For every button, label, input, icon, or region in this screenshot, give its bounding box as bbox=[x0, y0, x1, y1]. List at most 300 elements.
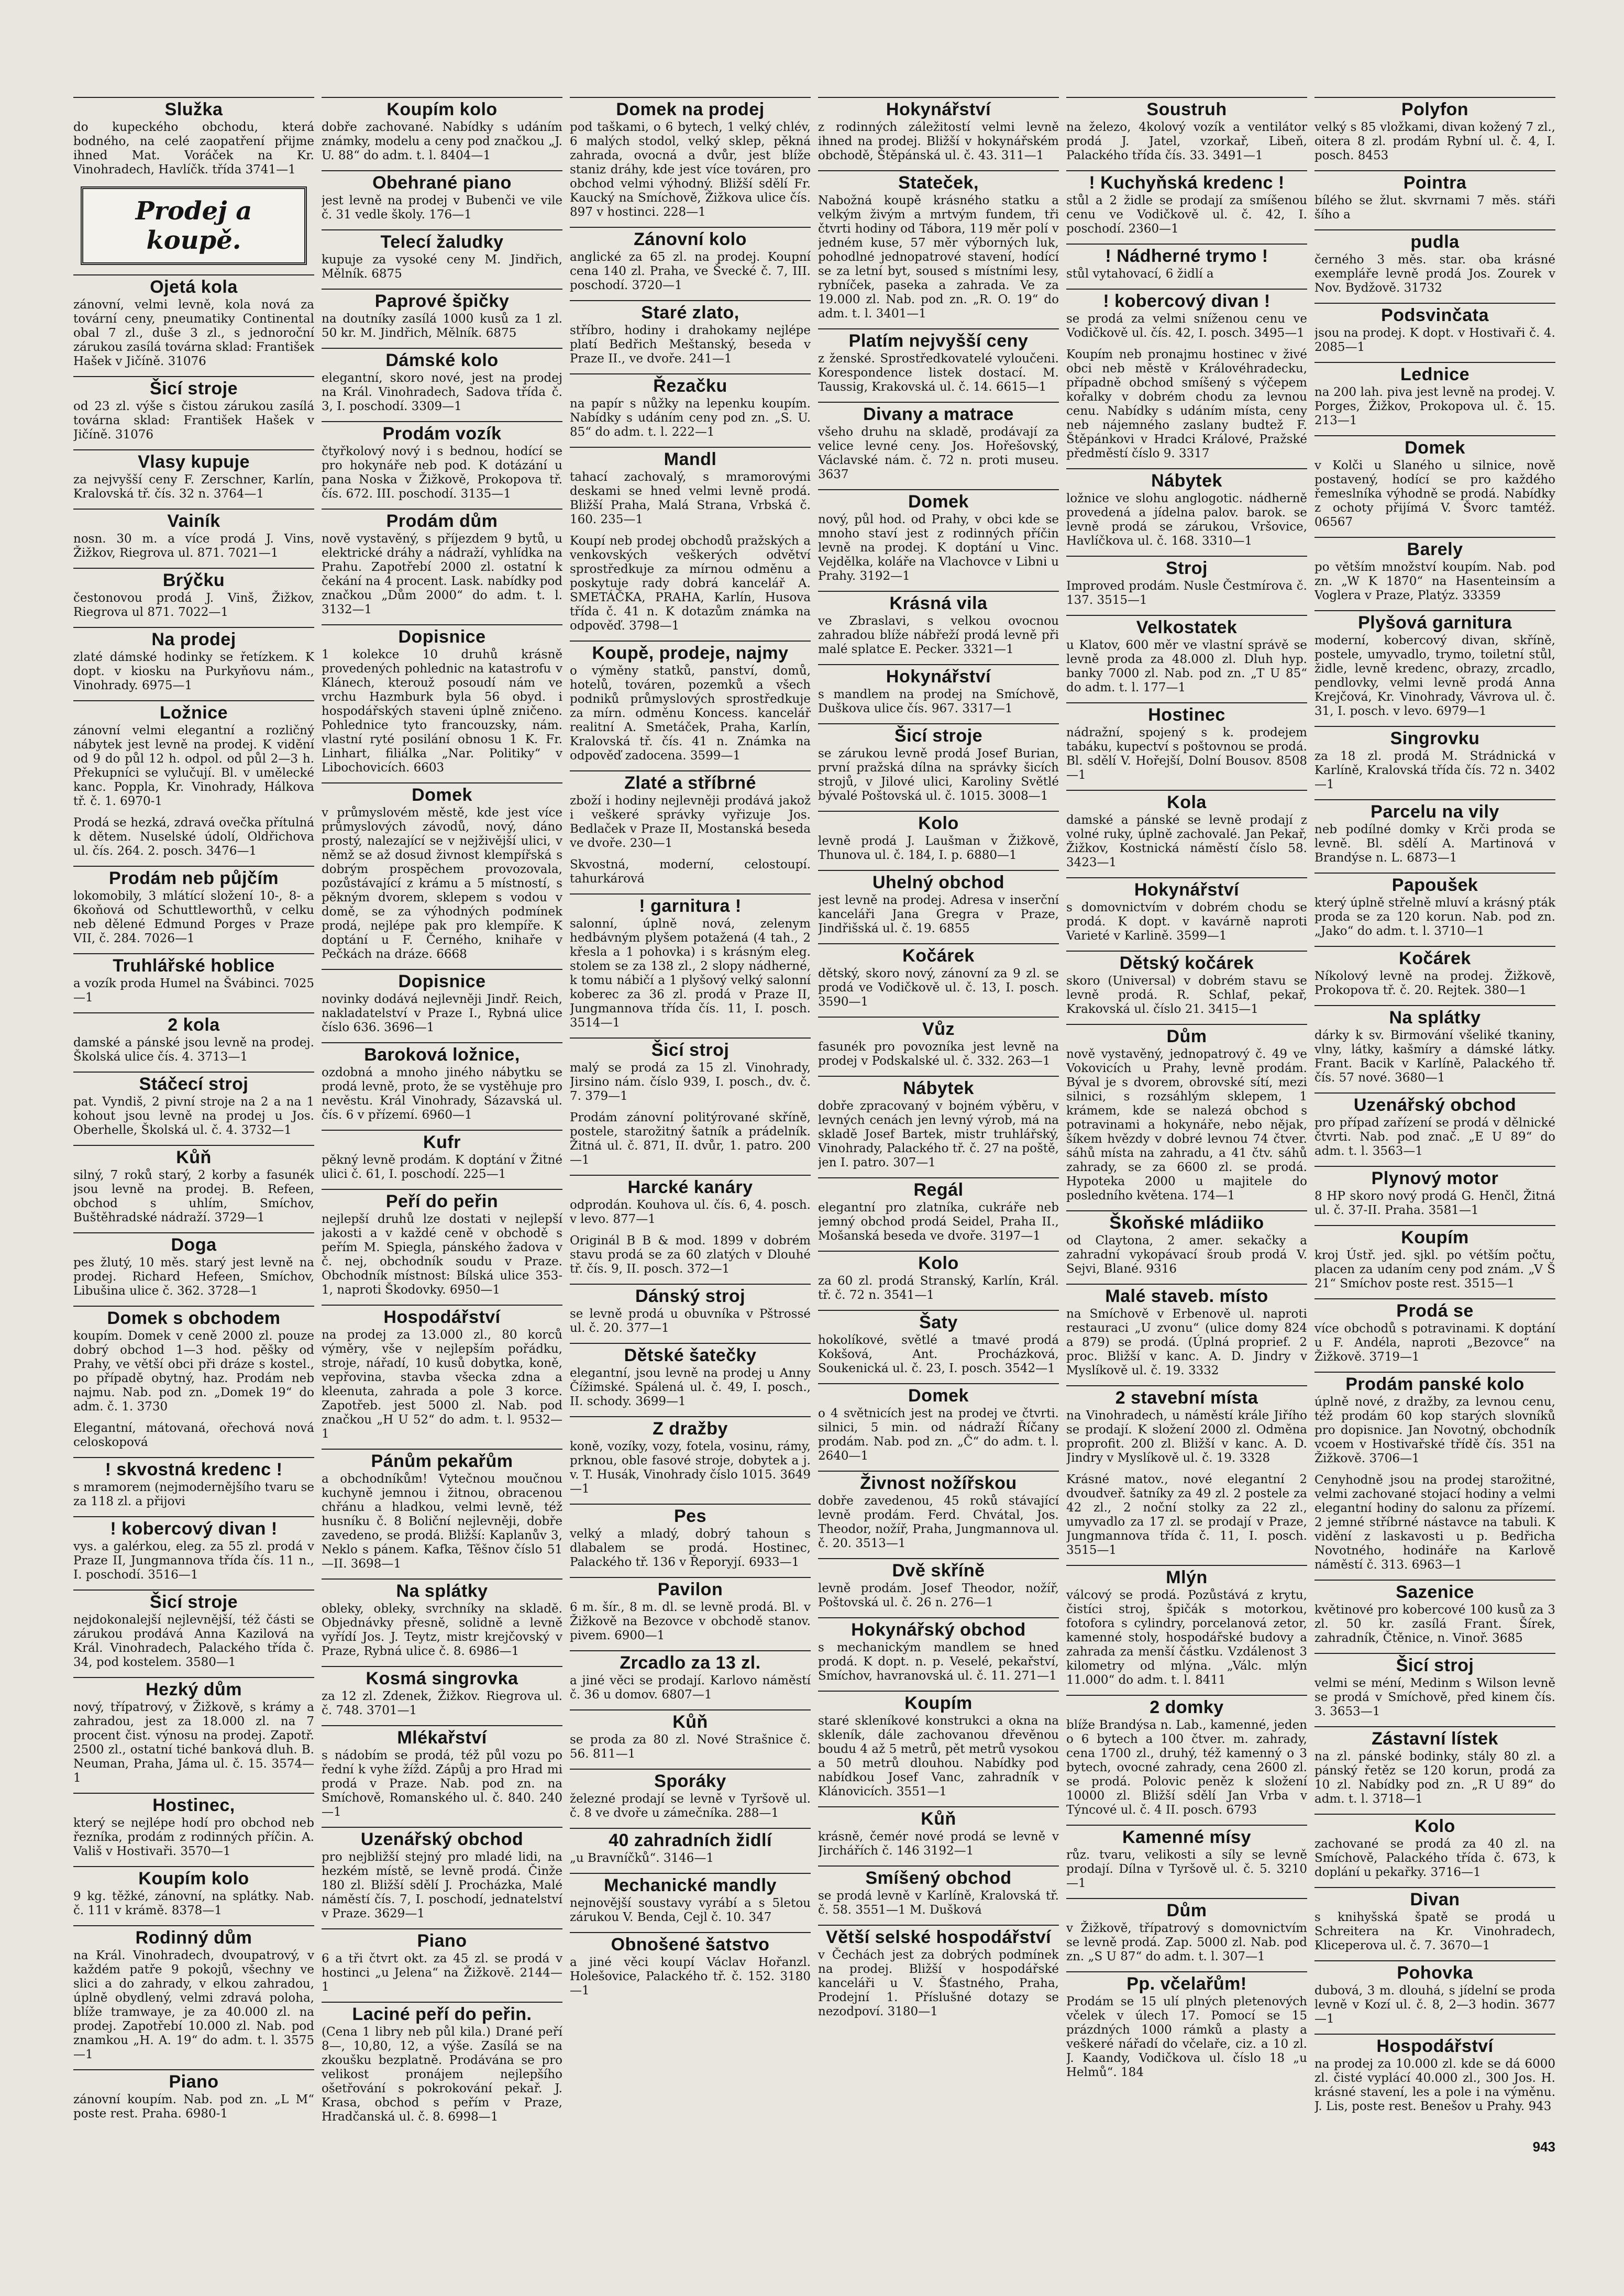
classified-ad bbox=[1066, 1473, 1307, 1558]
ad-text: pod taškami, o 6 bytech, 1 velký chlév, 6 malých stodol, velký sklep, pěkná zahrada, ovocná a dvůr, jest blíže staniz dráhy, kde jest více továren, pro obchod velmi výhodný. Bližší sdělí Fr. Kaucký na Smíchově, Žižkova ulice čís. 897 v hostinci. 228—1 bbox=[570, 120, 811, 219]
ad-headline: Rodinný dům bbox=[73, 1925, 314, 1948]
ad-headline: Staré zlato, bbox=[570, 300, 811, 323]
ad-text: a vozík proda Humel na Švábinci. 7025—1 bbox=[73, 977, 314, 1005]
ad-headline: Podsvinčata bbox=[1314, 303, 1555, 325]
classified-ad bbox=[73, 1866, 314, 1918]
classified-ad bbox=[1314, 1298, 1555, 1364]
ad-text: staré skleníkové konstrukci a okna na skleník, dále zachovanou dřevěnou boudu 4 až 5 metrů, pět metrů vysokou a 50 metrů dlouhou. Nabídky pod nabídkou Josef Vanc, zahradník v Klánovicích. 3551—1 bbox=[818, 1714, 1059, 1798]
classified-ad bbox=[73, 1589, 314, 1670]
ad-headline: Paprové špičky bbox=[322, 289, 562, 311]
ad-headline: Koupím bbox=[818, 1691, 1059, 1713]
ad-text: čestonovou prodá J. Vinš, Žižkov, Riegrova ul 871. 7022—1 bbox=[73, 591, 314, 619]
ad-text: se prodá levně v Karlíně, Kralovská tř. č. 58. 3551—1 M. Dušková bbox=[818, 1889, 1059, 1917]
ad-headline: Nábytek bbox=[818, 1076, 1059, 1098]
classified-ad bbox=[1066, 951, 1307, 1017]
classified-ad bbox=[818, 402, 1059, 482]
ad-text: 6 m. šír., 8 m. dl. se levně prodá. Bl. v Žižkově na Bezovce v obchodě stanov. pivem. 6900—1 bbox=[570, 1600, 811, 1642]
ad-headline: Divany a matrace bbox=[818, 402, 1059, 424]
classified-ad bbox=[818, 1925, 1059, 2019]
classified-ad bbox=[570, 1650, 811, 1702]
ad-headline: Hostinec, bbox=[73, 1793, 314, 1815]
classified-ad bbox=[1314, 97, 1555, 163]
classified-ad bbox=[73, 1793, 314, 1859]
ad-text: který se nejlépe hodí pro obchod neb řezníka, prodám z rodinných příčin. A. Vališ v Hostivaři. 3570—1 bbox=[73, 1816, 314, 1858]
classified-ad bbox=[1314, 946, 1555, 998]
ad-text: elegantní pro zlatníka, cukráře neb jemný obchod prodá Seidel, Praha II., Mošanská beseda ve dvoře. 3197—1 bbox=[818, 1201, 1059, 1243]
classified-ad bbox=[818, 489, 1059, 583]
ad-text: na 200 lah. piva jest levně na prodej. V. Porges, Žižkov, Prokopova ul. č. 15. 213—1 bbox=[1314, 385, 1555, 427]
classified-ad bbox=[1066, 1565, 1307, 1687]
classified-ad bbox=[1314, 303, 1555, 355]
classified-ad bbox=[570, 1769, 811, 1820]
ad-text: koupím. Domek v ceně 2000 zl. pouze dobrý obchod 1—3 hod. pěšky od Prahy, ve větší obci při dráze s kostel., po případě obytný, haz. Prodám neb najmu. Nab. pod zn. „Domek 19“ do adm. č. 1. 3730 bbox=[73, 1329, 314, 1414]
ad-text: dobře zpracovaný v bojném výběru, v levných cenách jen levný výrob, má na skladě Josef Bartek, mistr truhlářský, Vinohrady, Palackého tř. č. 27 na poště, jen I. patro. 307—1 bbox=[818, 1099, 1059, 1169]
ad-text: Prodá se hezká, zdravá ovečka přítulná k dětem. Nuselské údolí, Oldřichova ul. čís. 264. 2. posch. 3476—1 bbox=[73, 816, 314, 858]
ad-headline: 40 zahradních židlí bbox=[570, 1828, 811, 1850]
ad-text: 6 a tři čtvrt okt. za 45 zl. se prodá v hostinci „u Jelena“ na Žižkově. 2144—1 bbox=[322, 1952, 562, 1994]
ad-headline: Kola bbox=[1066, 790, 1307, 812]
ad-headline: Služka bbox=[73, 97, 314, 119]
ad-headline: Šaty bbox=[818, 1310, 1059, 1332]
ad-text: elegantní, jsou levně na prodej u Anny Čížimské. Spálená ul. č. 49, I. posch., II. schody. 3699—1 bbox=[570, 1366, 811, 1408]
ad-headline: Papoušek bbox=[1314, 873, 1555, 895]
ad-headline: Kočárek bbox=[818, 943, 1059, 966]
section-heading-prodej-a-koupe: Prodej a koupě. bbox=[81, 186, 307, 265]
ad-text: vys. a galérkou, eleg. za 55 zl. prodá v Praze II, Jungmannova třída čís. 11 n., I. poschodí. 3516—1 bbox=[73, 1540, 314, 1582]
classified-ad bbox=[1314, 610, 1555, 719]
ad-text: Koupí neb prodej obchodů pražských a venkovských veškerých odvětví sprostředkuje za mírnou odměnu a poskytuje rady dobrá kancelář A. SMETÁČKA, PRAHA, Karlín, Husova třída č. 41 n. K dotazům známka na odpověď. 3798—1 bbox=[570, 534, 811, 633]
ad-text: se proda za 80 zl. Nové Strašnice č. 56. 811—1 bbox=[570, 1733, 811, 1761]
ad-headline: Uzenářský obchod bbox=[322, 1827, 562, 1849]
ad-text: Níkolový levně na prodej. Žižkově, Prokopova tř. č. 20. Rejtek. 380—1 bbox=[1314, 969, 1555, 997]
ad-text: v průmyslovém městě, kde jest více průmyslových závodů, nový, dáno prostý, nalezající se v nejživější ulici, v němž se až dosud živnost klempířská s dobrým prospěchem provozovala, pozůstávající z krámu a 5 místností, s pěkným dvorem, sklepem s vodou v domě, se za výhodných podmínek prodá, nejlépe pak pro klempíře. K doptání u F. Černého, knihaře v Pečkách na dráze. 6668 bbox=[322, 806, 562, 961]
ad-text: na doutníky zasílá 1000 kusů za 1 zl. 50 kr. M. Jindřich, Mělník. 6875 bbox=[322, 312, 562, 340]
classified-ad bbox=[322, 97, 562, 163]
ad-text: po větším množství koupím. Nab. pod zn. „W K 1870“ na Hasenteinsím a Voglera v Praze, Platýz. 33359 bbox=[1314, 560, 1555, 602]
ad-headline: Hokynářství bbox=[1066, 877, 1307, 900]
classified-ad bbox=[1314, 2034, 1555, 2114]
ad-text: dětský, skoro nový, zánovní za 9 zl. se prodá ve Vodičkově ul. č. 13, I. posch. 3590—1 bbox=[818, 967, 1059, 1009]
column-4 bbox=[818, 97, 1059, 2139]
ad-text: zánovní koupím. Nab. pod zn. „L M“ poste rest. Praha. 6980-1 bbox=[73, 2093, 314, 2121]
column-6 bbox=[1314, 97, 1555, 2139]
classified-ad bbox=[570, 1828, 811, 1866]
ad-headline: Barely bbox=[1314, 537, 1555, 559]
ad-text: o výměny statků, panství, domů, hotelů, továren, pozemků a všech podniků průmyslových sprostředkuje za mírn. odměnu Koncess. kancelář realitní A. Smetáček, Praha, Karlín, Kralovská tř. čís. 41 n. Známka na odpověď zadocena. 3599—1 bbox=[570, 664, 811, 763]
ad-headline: Kosmá singrovka bbox=[322, 1666, 562, 1688]
classified-ad bbox=[1314, 873, 1555, 939]
ad-text: (Cena 1 libry neb půl kila.) Drané peří 8—, 10,80, 12, a výše. Zasílá se na zkoušku bezplatně. Prodávána se pro velikost pronájem nejlepšího ošetřování s pokrokování pekař. J. Krasa, obchod s peřím v Praze, Hradčanská ul. č. 8. 6998—1 bbox=[322, 2025, 562, 2124]
ad-headline: Obnošené šatstvo bbox=[570, 1932, 811, 1955]
ad-headline: Hezký dům bbox=[73, 1677, 314, 1699]
ad-headline: Telecí žaludky bbox=[322, 229, 562, 252]
ad-text: Improved prodám. Nusle Čestmírova č. 137. 3515—1 bbox=[1066, 579, 1307, 607]
ad-text: o 4 světnicích jest na prodej ve čtvrti. silnici, 5 min. od nádraží Říčany prodám. Nab. pod zn. „Č“ do adm. t. l. 2640—1 bbox=[818, 1407, 1059, 1463]
ad-headline: Zlaté a stříbrné bbox=[570, 770, 811, 793]
ad-text: s mramorem (nejmodernějšího tvaru se za 118 zl. a přijovi bbox=[73, 1481, 314, 1508]
ad-text: elegantní, skoro nové, jest na prodej na Král. Vinohradech, Sadova třída č. 3, I. poschodí. 3309—1 bbox=[322, 371, 562, 413]
ad-text: čtyřkolový nový i s bednou, hodící se pro hokynáře neb pod. K dotázání u pana Noska v Žižkově, Prokopova tř. čís. 672. III. poschodí. 3135—1 bbox=[322, 445, 562, 501]
ad-headline: Zrcadlo za 13 zl. bbox=[570, 1650, 811, 1673]
ad-text: na zl. pánské bodinky, stály 80 zl. a pánský řetěz se 120 korun, prodá za 10 zl. Nabídky pod zn. „R U 89“ do adm. t. l. 3718—1 bbox=[1314, 1750, 1555, 1806]
ad-headline: Harcké kanáry bbox=[570, 1175, 811, 1197]
ad-headline: Nábytek bbox=[1066, 468, 1307, 491]
classified-ad bbox=[570, 893, 811, 1030]
ad-headline: Řezačku bbox=[570, 373, 811, 396]
ad-headline: Peří do peřin bbox=[322, 1189, 562, 1211]
column-1 bbox=[73, 97, 314, 2139]
ad-headline: Šicí stroj bbox=[570, 1037, 811, 1060]
ad-text: nový, půl hod. od Prahy, v obci kde se mnoho staví jest z rodinných příčin levně na prodej. K doptání u Vinc. Vejdělka, koláře na Vlachovce v Libni u Prahy. 3192—1 bbox=[818, 513, 1059, 583]
classified-ad bbox=[570, 1577, 811, 1643]
ad-headline: Dopisnice bbox=[322, 624, 562, 647]
ad-text: ozdobná a mnoho jiného nábytku se prodá levně, proto, že se vystěhuje pro nevěstu. Král Vinohrady, Sázavská ul. čís. 6 v přízemí. 6960—1 bbox=[322, 1066, 562, 1122]
ad-text: malý se prodá za 15 zl. Vinohrady, Jirsino nám. číslo 939, I. posch., dv. č. 7. 379—1 bbox=[570, 1061, 811, 1103]
classified-ad bbox=[1066, 1971, 1307, 2080]
ad-headline: ! garnitura ! bbox=[570, 893, 811, 916]
ad-headline: Prodám panské kolo bbox=[1314, 1372, 1555, 1394]
ad-headline: Truhlářské hoblice bbox=[73, 953, 314, 976]
ad-headline: Obehrané piano bbox=[322, 170, 562, 193]
ad-text: na Král. Vinohradech, dvoupatrový, v každém patře 9 pokojů, všechny ve slici a do zahrady, v elkou zahradou, úplně obydlený, velmi zdravá poloha, blíže tramwaye, je za 40.000 zl. na prodej. Zapotřebí 10.000 zl. Nab. pod znamkou „H. A. 19“ do adm. t. l. 3575—1 bbox=[73, 1949, 314, 2061]
ad-headline: ! Kuchyňská kredenc ! bbox=[1066, 170, 1307, 193]
classified-ad bbox=[322, 170, 562, 222]
ad-text: blíže Brandýsa n. Lab., kamenné, jeden o 6 bytech a 100 čtver. m. zahrady, cena 1700 zl., druhý, též kamenný o 3 bytech, ovocné zahrady, cena 2600 zl. se prodá. Polovic peněz k složení 10000 zl. Bližší sdělí Jan Vrba v Týncové ul. č. 4 II. posch. 6793 bbox=[1066, 1718, 1307, 1817]
classified-ad bbox=[322, 1579, 562, 1659]
classified-ad bbox=[1066, 97, 1307, 163]
ad-text: Nabožná koupě krásného statku a velkým živým a mrtvým fundem, tři čtvrti hodiny od Tábora, 119 měr polí v jedném kuse, 57 měr výborných luk, pohodlné jednopatrové stavení, hodící se za letní byt, soused s místními lesy, rybníček, paseka a zahrada. Ve za 19.000 zl. Nab. pod zn. „R. O. 19“ do adm. t. l. 3401—1 bbox=[818, 194, 1059, 321]
ad-headline: ! Nádherné trymo ! bbox=[1066, 244, 1307, 266]
classified-ad bbox=[322, 1130, 562, 1182]
classified-ad bbox=[818, 1617, 1059, 1683]
classified-ad bbox=[818, 870, 1059, 936]
ad-text: Originál B B & mod. 1899 v dobrém stavu prodá se za 60 zlatých v Dlouhé tř. čís. 9, II. posch. 372—1 bbox=[570, 1234, 811, 1276]
ad-headline: Domek bbox=[322, 782, 562, 805]
ad-headline: Baroková ložnice, bbox=[322, 1042, 562, 1065]
classified-ad bbox=[1066, 1695, 1307, 1817]
classified-ad bbox=[1314, 537, 1555, 603]
ad-headline: Koupě, prodeje, najmy bbox=[570, 641, 811, 663]
ad-headline: Sporáky bbox=[570, 1769, 811, 1791]
classified-ad bbox=[1066, 1825, 1307, 1891]
classified-ad bbox=[818, 664, 1059, 716]
classified-ad bbox=[570, 1709, 811, 1761]
ad-headline: Dům bbox=[1066, 1898, 1307, 1920]
classified-ad bbox=[73, 816, 314, 858]
ad-headline: 2 domky bbox=[1066, 1695, 1307, 1717]
ad-headline: Hokynářský obchod bbox=[818, 1617, 1059, 1640]
classified-ad bbox=[570, 858, 811, 886]
classified-ad bbox=[818, 1251, 1059, 1302]
classified-ad bbox=[570, 1932, 811, 1998]
classified-ad bbox=[1066, 1024, 1307, 1203]
ad-text: se prodá za velmi sníženou cenu ve Vodičkově ul. čís. 42, I. posch. 3495—1 bbox=[1066, 312, 1307, 340]
classified-ad bbox=[818, 1558, 1059, 1610]
ad-text: pes žlutý, 10 měs. starý jest levně na prodej. Richard Hefeen, Smíchov, Libušina ulice č. 362. 3728—1 bbox=[73, 1256, 314, 1298]
ad-headline: Mlékařství bbox=[322, 1725, 562, 1748]
classified-ad bbox=[322, 1189, 562, 1297]
ad-text: anglické za 65 zl. na prodej. Koupní cena 140 zl. Praha, ve Švecké č. 7, III. poschodí. 3720—1 bbox=[570, 250, 811, 292]
ad-text: u Klatov, 600 měr ve vlastní správě se levně proda za 48.000 zl. Dluh hyp. banky 7000 zl. Nab. pod zn. „T U 85“ do adm. t. l. 177—1 bbox=[1066, 638, 1307, 694]
ad-headline: Kolo bbox=[1314, 1814, 1555, 1836]
classified-ad bbox=[1066, 702, 1307, 782]
classified-ad bbox=[570, 97, 811, 219]
classified-ad bbox=[818, 1017, 1059, 1068]
classified-ad bbox=[322, 1928, 562, 1994]
ad-headline: Kůň bbox=[73, 1145, 314, 1167]
classified-ad bbox=[1066, 556, 1307, 608]
ad-headline: Doga bbox=[73, 1232, 314, 1255]
ad-text: Skvostná, moderní, celostoupí. tahurkárová bbox=[570, 858, 811, 886]
classified-ad bbox=[570, 1416, 811, 1496]
classified-ad bbox=[1314, 1814, 1555, 1880]
ad-headline: Škoňské mládiiko bbox=[1066, 1210, 1307, 1233]
classified-ad bbox=[1314, 1225, 1555, 1291]
ad-headline: Uhelný obchod bbox=[818, 870, 1059, 892]
ad-text: za 60 zl. prodá Stranský, Karlín, Král. tř. č. 72 n. 3541—1 bbox=[818, 1274, 1059, 1302]
ad-text: nově vystavěný, jednopatrový č. 49 ve Vokovicích u Prahy, levně prodám. Býval je s dvorem, obrovské sítí, mezi silnici, s rozsáhlým sklepem, 1 krámem, kde se nalezá obchod s potravinami a hokynáře, nebo nějak, šíkem hvězdy v dobré levnou 74 čtver. sáhů místa na zahradu, a 41 čtv. sáhů zahrady, se za 6600 zl. se prodá. Hypoteka 2000 u majitele do posledního květena. 174—1 bbox=[1066, 1047, 1307, 1202]
ad-text: stříbro, hodiny i drahokamy nejlépe platí Bedřich Meštanský, beseda v Praze II., ve dvoře. 241—1 bbox=[570, 324, 811, 366]
classified-ad bbox=[73, 1457, 314, 1509]
ad-text: za nejvyšší ceny F. Zerschner, Karlín, Kralovská tř. čís. 32 n. 3764—1 bbox=[73, 473, 314, 501]
classified-ad bbox=[1314, 1960, 1555, 2026]
ad-headline: Pánům pekařům bbox=[322, 1449, 562, 1471]
ad-headline: Piano bbox=[73, 2069, 314, 2092]
ad-headline: Domek bbox=[818, 489, 1059, 512]
ad-headline: Vlasy kupuje bbox=[73, 449, 314, 472]
ad-text: válcový se prodá. Pozůstává z krytu, čistíci stroj, špičák s motorkou, fotofora s cylindry, porcelanová zetor, kamenné stoly, hospodářské budovy a zahrada za menší částku. Vzdálenost 3 kilometry od mlýna. „Válc. mlýn 11.000“ do adm. t. l. 8411 bbox=[1066, 1588, 1307, 1687]
ad-text: nejdokonalejší nejlevnější, též části se zárukou prodává Anna Kazilová na Král. Vinohradech, Palackého třída č. 34, pod kostelem. 3580—1 bbox=[73, 1613, 314, 1669]
classified-ad bbox=[818, 1866, 1059, 1917]
classified-ad bbox=[73, 568, 314, 620]
ad-text: obleky, obleky, svrchníky na skladě. Objednávky přesně, solidně a levně vyřídí Jos. J. Teytz, mistr krejčovský v Praze, Rybná ulice č. 8. 6986—1 bbox=[322, 1602, 562, 1658]
classified-ad bbox=[818, 1310, 1059, 1376]
ad-text: od 23 zl. výše s čistou zárukou zasílá továrna sklad: František Hašek v Jičíně. 31076 bbox=[73, 400, 314, 441]
ad-text: 9 kg. těžké, zánovní, na splátky. Nab. č. 111 v krámě. 8378—1 bbox=[73, 1890, 314, 1917]
ad-text: železné prodají se levně v Tyršově ul. č. 8 ve dvoře u zámečníka. 288—1 bbox=[570, 1792, 811, 1820]
ad-text: dubová, 3 m. dlouhá, s jídelní se proda levně v Kozí ul. č. 8, 2—3 hodin. 3677—1 bbox=[1314, 1984, 1555, 2026]
ad-headline: Kamenné mísy bbox=[1066, 1825, 1307, 1847]
classified-ad bbox=[818, 1806, 1059, 1858]
ad-headline: Kufr bbox=[322, 1130, 562, 1152]
classified-ad bbox=[818, 943, 1059, 1009]
ad-headline: Na prodej bbox=[73, 627, 314, 649]
ad-headline: Ložnice bbox=[73, 700, 314, 723]
ad-headline: Kůň bbox=[818, 1806, 1059, 1829]
classified-ad bbox=[570, 300, 811, 366]
ad-text: Krásné matov., nové elegantní 2 dvoudveř. šatníky za 49 zl. 2 postele za 42 zl., 2 noční stolky za 22 zl., umyvadlo za 17 zl. se prodají v Praze, Jungmannova třída č. 11, I. posch. 3515—1 bbox=[1066, 1473, 1307, 1557]
ad-text: nový, třípatrový, v Žižkově, s krámy a zahradou, jest za 18.000 zl. na 7 procent čist. výnosu na prodej. Zapotř. 2500 zl., ostatní tiché banková dluh. B. Neuman, Praha, Jáma ul. č. 15. 3574—1 bbox=[73, 1701, 314, 1785]
ad-headline: Regál bbox=[818, 1177, 1059, 1200]
ad-text: skoro (Universal) v dobrém stavu se levně prodá. R. Schlaf, pekař, Krakovská ul. číslo 21. 3415—1 bbox=[1066, 974, 1307, 1016]
classified-ad bbox=[570, 770, 811, 851]
classified-ad bbox=[570, 227, 811, 293]
classified-ad bbox=[73, 1232, 314, 1298]
ad-headline: Hospodářství bbox=[322, 1305, 562, 1327]
classified-ad bbox=[73, 1925, 314, 2062]
page-number: 943 bbox=[1532, 2139, 1555, 2155]
classified-ad bbox=[73, 274, 314, 369]
ad-text: velký s 85 vložkami, divan kožený 7 zl., oitera 8 zl. prodám Rybní ul. č. 4, I. posch. 8453 bbox=[1314, 120, 1555, 162]
classified-ad bbox=[322, 229, 562, 281]
ad-headline: Soustruh bbox=[1066, 97, 1307, 119]
ad-headline: pudla bbox=[1314, 229, 1555, 252]
ad-headline: Kolo bbox=[818, 811, 1059, 833]
ad-headline: Na splátky bbox=[322, 1579, 562, 1601]
ad-headline: Na splátky bbox=[1314, 1005, 1555, 1028]
ad-headline: Krásná vila bbox=[818, 591, 1059, 613]
ad-text: na Vinohradech, u náměstí krále Jiřího se prodají. K složení 2000 zl. Odměna proprofit. 200 zl. Bližší v kanc. A. D. Jindry v Myslíkově ul. č. 19. 3328 bbox=[1066, 1409, 1307, 1465]
ad-text: v Žižkově, třípatrový s domovnictvím se levně prodá. Zap. 5000 zl. Nab. pod zn. „S U 87“ do adm. t. l. 307—1 bbox=[1066, 1922, 1307, 1963]
ad-text: kroj Ústř. jed. sjkl. po vétším počtu, placen za udaním ceny pod znám. „V Š 21“ Smíchov poste rest. 3515—1 bbox=[1314, 1249, 1555, 1290]
classified-ad bbox=[570, 1175, 811, 1227]
ad-text: ložnice ve slohu anglogotic. nádherně provedená a jídelna palov. barok. se levně prodá se zárukou, Vršovice, Havlíčkova ul. č. 168. 3310—1 bbox=[1066, 492, 1307, 548]
classified-ad bbox=[73, 1145, 314, 1225]
ad-headline: Mandl bbox=[570, 447, 811, 469]
ad-text: silný, 7 roků starý, 2 korby a fasunék jsou levně na prodej. B. Refeen, obchod s uhlím, Smíchov, Buštěhradské nádraží. 3729—1 bbox=[73, 1168, 314, 1224]
ad-headline: Pointra bbox=[1314, 170, 1555, 193]
ad-headline: Hospodářství bbox=[1314, 2034, 1555, 2056]
ad-text: „u Bravníčků“. 3146—1 bbox=[570, 1851, 714, 1865]
ad-headline: Dům bbox=[1066, 1024, 1307, 1046]
ad-headline: Prodám dům bbox=[322, 509, 562, 531]
classified-ad bbox=[322, 1725, 562, 1819]
ad-text: Prodám zánovní politýrované skříně, postele, starožitný šatník a prádelník. Žitná ul. č. 871, II. dvůr, 1. patro. 200—1 bbox=[570, 1111, 811, 1167]
ad-text: 8 HP skoro nový prodá G. Henčl, Žitná ul. č. 37-II. Praha. 3581—1 bbox=[1314, 1189, 1555, 1217]
ad-headline: Živnost nožířskou bbox=[818, 1471, 1059, 1493]
ad-text: damské a pánské jsou levně na prodej. Školská ulice čís. 4. 3713—1 bbox=[73, 1036, 314, 1064]
ad-headline: Kůň bbox=[570, 1709, 811, 1732]
classified-ad bbox=[818, 97, 1059, 163]
ad-text: Elegantní, mátovaná, ořechová nová celoskopová bbox=[73, 1421, 314, 1449]
classified-ad bbox=[322, 782, 562, 962]
ad-text: neb podílné domky v Krči proda se levně. Bl. sdělí A. Martinová v Brandýse n. L. 6873—1 bbox=[1314, 823, 1555, 865]
ad-headline: Stroj bbox=[1066, 556, 1307, 578]
classified-ad bbox=[322, 1305, 562, 1441]
ad-text: lokomobily, 3 mlátící složení 10-, 8- a 6koňová od Schuttleworthů, v celku neb dělené Edmund Porges v Praze VII, č. 284. 7026—1 bbox=[73, 889, 314, 945]
ad-text: zlaté dámské hodinky se řetízkem. K dopt. v kiosku na Purkyňovu nám., Vinohrady. 6975—1 bbox=[73, 650, 314, 692]
ad-headline: Uzenářský obchod bbox=[1314, 1092, 1555, 1115]
classified-ad bbox=[1314, 1580, 1555, 1646]
column-5 bbox=[1066, 97, 1307, 2139]
classified-ad bbox=[818, 591, 1059, 657]
ad-headline: Smíšený obchod bbox=[818, 1866, 1059, 1888]
ad-headline: Dopisnice bbox=[322, 969, 562, 991]
ad-text: velký a mladý, dobrý tahoun s dlabalem se prodá. Hostinec, Palackého tř. 136 v Řeporyjí. 6933—1 bbox=[570, 1527, 811, 1569]
classified-ad bbox=[818, 1383, 1059, 1463]
classified-ad bbox=[1314, 1653, 1555, 1719]
ad-headline: Polyfon bbox=[1314, 97, 1555, 119]
ad-headline: Domek bbox=[1314, 435, 1555, 458]
classified-ad bbox=[570, 1111, 811, 1167]
classified-ad bbox=[818, 1177, 1059, 1243]
ad-text: s nádobím se prodá, též půl vozu po řední k vyhe žížd. Zápůj a pro Hrad mi prodá v Praze. Nab. pod zn. na Smíchově, Romanského ul. č. 840. 240—1 bbox=[322, 1749, 562, 1819]
classified-ad bbox=[322, 1042, 562, 1122]
ad-headline: Hokynářství bbox=[818, 97, 1059, 119]
classified-ad bbox=[73, 627, 314, 693]
ad-headline: Divan bbox=[1314, 1887, 1555, 1909]
classified-ad bbox=[818, 1471, 1059, 1551]
classified-ad bbox=[322, 1666, 562, 1718]
classified-ad bbox=[1066, 1385, 1307, 1465]
ad-headline: Koupím kolo bbox=[73, 1866, 314, 1889]
ad-text: dobře zavedenou, 45 roků stávající levně prodám. Ferd. Chvátal, Jos. Theodor, nožíř, Praha, Jungmannova ul. č. 20. 3513—1 bbox=[818, 1494, 1059, 1550]
ad-headline: Domek bbox=[818, 1383, 1059, 1406]
classified-ad bbox=[1314, 1726, 1555, 1806]
ad-text: Koupím neb pronajmu hostinec v živé obci neb městě v Královéhradecku, případně obchod smíšený s výčepem kořalky v dobrém chodu za levnou cenu. Nabídky s udáním místa, ceny neb nájemného zaslany budtež F. Štěpánkovi v Hradci Králové, Pražské předměstí číslo 9. 3317 bbox=[1066, 348, 1307, 460]
ad-text: stůl a 2 židle se prodají za smíšenou cenu ve Vodičkově ul. č. 42, I. poschodí. 2360—1 bbox=[1066, 194, 1307, 236]
ad-headline: Dětský kočárek bbox=[1066, 951, 1307, 973]
classified-ad bbox=[1314, 1166, 1555, 1218]
ad-headline: Mlýn bbox=[1066, 1565, 1307, 1587]
classified-ad bbox=[1314, 799, 1555, 865]
ad-headline: 2 kola bbox=[73, 1012, 314, 1035]
ad-headline: Plyšová garnitura bbox=[1314, 610, 1555, 633]
classified-ad bbox=[73, 509, 314, 560]
classified-ad bbox=[570, 1343, 811, 1409]
ad-text: zboží i hodiny nejlevněji prodává jakož i veškeré správky vyřizuje Jos. Bedlaček v Praze II, Mostanská beseda ve dvoře. 230—1 bbox=[570, 794, 811, 850]
classified-ad bbox=[570, 447, 811, 527]
ad-headline: Šicí stroje bbox=[73, 376, 314, 399]
newspaper-page bbox=[73, 97, 1555, 2155]
classified-ad bbox=[570, 1284, 811, 1335]
classified-ad bbox=[1314, 362, 1555, 428]
ad-headline: Z dražby bbox=[570, 1416, 811, 1439]
classified-ad bbox=[1314, 1005, 1555, 1085]
ad-headline: Šicí stroj bbox=[1314, 1653, 1555, 1675]
classified-ad bbox=[818, 1076, 1059, 1170]
classified-ad bbox=[322, 421, 562, 501]
classified-ad bbox=[73, 2069, 314, 2121]
ad-text: salonní, úplně nová, zelenym hedbávným plyšem potažená (4 tah., 2 křesla a 1 pohovka) i s krásným eleg. stolem se za 138 zl., 2 slopy nádherné, k tomu nábičí a 1 plyšový velký salonní koberec za 36 zl. prodá v Praze II, Jungmannova třída čís. 11, I. posch. 3514—1 bbox=[570, 917, 811, 1030]
ad-headline: Hokynářství bbox=[818, 664, 1059, 687]
ad-text: květinové pro kobercové 100 kusů za 3 zl. 50 kr. zasílá Frant. Šírek, zahradník, Čtěnice, n. Vinoř. 3685 bbox=[1314, 1603, 1555, 1645]
ad-text: pat. Vyndiš, 2 pivní stroje na 2 a na 1 kohout jsou levně na prodej u Jos. Oberhelle, Školská ul. č. 4. 3732—1 bbox=[73, 1095, 314, 1137]
ad-text: jsou na prodej. K dopt. v Hostivaři č. 4. 2085—1 bbox=[1314, 326, 1555, 354]
ad-text: za 18 zl. prodá M. Strádnická v Karlíně, Kralovská třída čís. 72 n. 3402—1 bbox=[1314, 749, 1555, 791]
classified-ad bbox=[1314, 1473, 1555, 1572]
ad-text: více obchodů s potravinami. K doptání u F. Andéla, naproti „Bezovce“ na Žižkově. 3719—1 bbox=[1314, 1322, 1555, 1364]
ad-headline: Zánovní kolo bbox=[570, 227, 811, 249]
classified-ad bbox=[73, 953, 314, 1005]
classified-ad bbox=[570, 641, 811, 763]
ad-headline: Piano bbox=[322, 1928, 562, 1951]
ad-text: dobře zachované. Nabídky s udáním známky, modelu a ceny pod značkou „J. U. 88“ do adm. t. l. 8404—1 bbox=[322, 120, 562, 162]
classified-ad bbox=[1314, 726, 1555, 792]
ad-headline: Velkostatek bbox=[1066, 615, 1307, 637]
classified-ad bbox=[322, 1449, 562, 1571]
ad-text: na prodej za 13.000 zl., 80 korců výměry, vše v nejlepším pořádku, stroje, nářadí, 10 kusů dobytka, koně, vepřovina, stavba všecka zdna a kleenuta, zahrada a pole 3 korce. Zapotřeb. jest 5000 zl. Nab. pod značkou „H U 52“ do adm. t. l. 9532—1 bbox=[322, 1328, 562, 1441]
classified-ad bbox=[1314, 1092, 1555, 1158]
ad-text: odprodán. Kouhova ul. čís. 6, 4. posch. v levo. 877—1 bbox=[570, 1198, 811, 1226]
classified-ad bbox=[818, 811, 1059, 863]
ad-headline: Domek s obchodem bbox=[73, 1306, 314, 1328]
ad-headline: Lednice bbox=[1314, 362, 1555, 384]
ad-text: stůl vytahovací, 6 židlí a bbox=[1066, 267, 1214, 281]
ad-text: nově vystavěný, s příjezdem 9 bytů, u elektrické dráhy a nádraží, vyhlídka na Prahu. Zapotřebí 2000 zl. ostatní k čekání na 4 procent. Lask. nabídky pod značkou „Dům 2000“ do adm. t. l. 3132—1 bbox=[322, 532, 562, 616]
ad-text: 1 kolekce 10 druhů krásně provedených pohlednic na katastrofu v Klánech, kterouž posoudí nám ve vrchu Hazmburk byla 56 obyd. i hospodářských staveni úplně zničeno. Pohlednice tyto francouzsky, nám. vlastní ryté posilání obnosu 1 K. Fr. Linhart, filiálka „Nar. Politiky“ v Libochovicích. 6603 bbox=[322, 648, 562, 775]
ad-headline: Dámské kolo bbox=[322, 348, 562, 370]
ad-text: za 12 zl. Zdenek, Žižkov. Riegrova ul. č. 748. 3701—1 bbox=[322, 1690, 562, 1717]
ad-text: moderní, kobercový divan, skříně, postele, umyvadlo, trymo, toiletní stůl, židle, levně kredenc, obrazy, zrcadlo, pendlovky, velmi levně prodá Anna Krejčová, Kr. Vinohrady, Vávrova ul. č. 31, I. posch. v levo. 6979—1 bbox=[1314, 634, 1555, 718]
ad-headline: Pp. včelařům! bbox=[1066, 1971, 1307, 1994]
classified-ad bbox=[1314, 1887, 1555, 1953]
classified-ad bbox=[73, 1516, 314, 1582]
classified-ad bbox=[73, 97, 314, 177]
classified-ad bbox=[570, 1873, 811, 1925]
ad-headline: Koupím kolo bbox=[322, 97, 562, 119]
ad-headline: Plynový motor bbox=[1314, 1166, 1555, 1188]
